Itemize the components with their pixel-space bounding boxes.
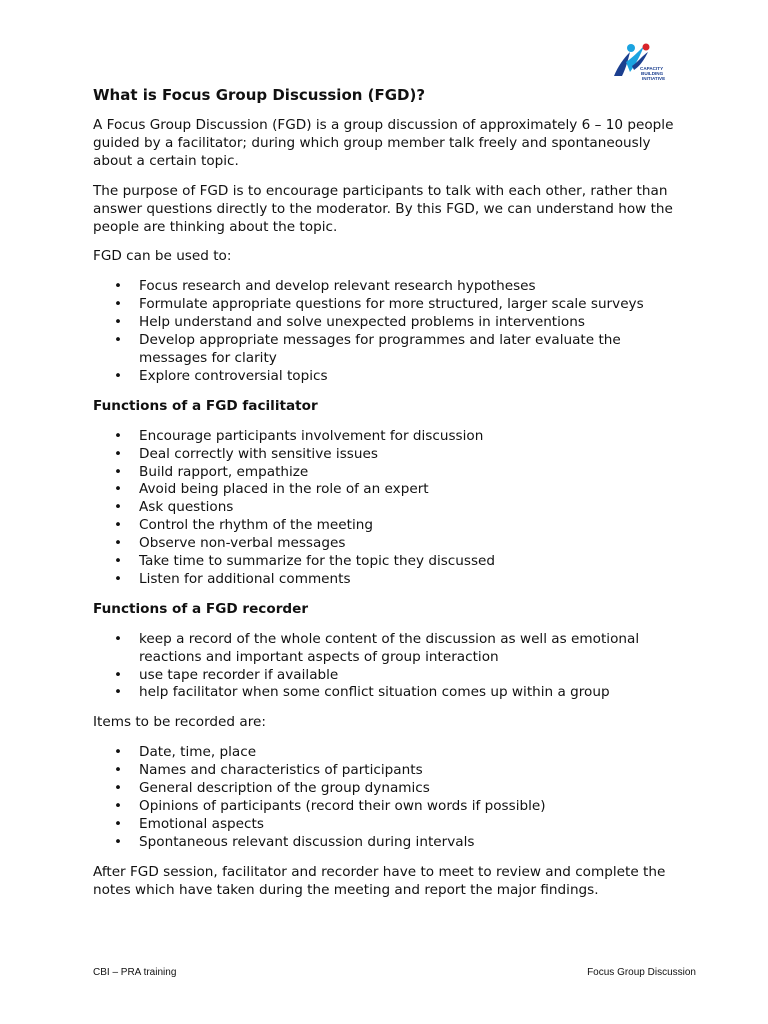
- list-item: [93, 278, 683, 296]
- bullet-icon: •: [114, 553, 123, 570]
- list-item-text: Listen for additional comments: [139, 570, 351, 587]
- list-item: [93, 816, 683, 834]
- bullet-icon: •: [114, 332, 123, 349]
- bullet-icon: •: [114, 815, 123, 832]
- list-item-text: Encourage participants involvement for discussion: [139, 427, 484, 444]
- list-item: [93, 762, 683, 780]
- logo-head-blue: [627, 44, 635, 52]
- list-item-text: Help understand and solve unexpected problems in interventions: [139, 314, 585, 331]
- bullet-icon: •: [114, 780, 123, 797]
- bullet-icon: •: [114, 427, 123, 444]
- uses-list: [93, 278, 683, 385]
- list-item-text: Names and characteristics of participants: [139, 762, 423, 779]
- recorder-heading: Functions of a FGD recorder: [93, 600, 309, 617]
- bullet-icon: •: [114, 762, 123, 779]
- list-item: [93, 684, 683, 702]
- list-item-text: Control the rhythm of the meeting: [139, 517, 373, 534]
- bullet-icon: •: [114, 630, 123, 647]
- intro-paragraph-1: A Focus Group Discussion (FGD) is a group discussion of approximately 6 – 10 people guided by a facilitator; during which group member talk freely and spontaneously about a certain topic.: [93, 117, 674, 169]
- list-item-text: use tape recorder if available: [139, 666, 339, 683]
- uses-intro: FGD can be used to:: [93, 248, 232, 265]
- bullet-icon: •: [114, 517, 123, 534]
- items-list: [93, 744, 683, 851]
- list-item-text: Deal correctly with sensitive issues: [139, 445, 378, 462]
- list-item: [93, 798, 683, 816]
- list-item-text: Avoid being placed in the role of an expert: [139, 481, 429, 498]
- list-item: [93, 464, 683, 482]
- facilitator-functions-list: [93, 428, 683, 589]
- list-item: [93, 499, 683, 517]
- list-item: [93, 631, 683, 667]
- list-item-text: Observe non-verbal messages: [139, 535, 346, 552]
- list-item: [93, 428, 683, 446]
- cbi-logo: [610, 42, 668, 84]
- list-item-text: Focus research and develop relevant research hypotheses: [139, 278, 536, 295]
- bullet-icon: •: [114, 535, 123, 552]
- list-item: [93, 296, 683, 314]
- bullet-icon: •: [114, 296, 123, 313]
- list-item: [93, 517, 683, 535]
- list-item-text: Emotional aspects: [139, 815, 264, 832]
- bullet-icon: •: [114, 463, 123, 480]
- list-item: [93, 314, 683, 332]
- bullet-icon: •: [114, 499, 123, 516]
- list-item-text: Opinions of participants (record their own words if possible): [139, 798, 546, 814]
- logo-text-line-2: BUILDING: [641, 71, 664, 76]
- intro-paragraph-2: The purpose of FGD is to encourage participants to talk with each other, rather than answer questions directly to the moderator. By this FGD, we can understand how the people are thinking about the topic.: [93, 182, 673, 235]
- list-item-text: Spontaneous relevant discussion during intervals: [139, 833, 475, 850]
- bullet-icon: •: [114, 314, 123, 331]
- list-item-text: help facilitator when some conflict situation comes up within a group: [139, 684, 610, 701]
- list-item-text: General description of the group dynamics: [139, 780, 430, 797]
- bullet-icon: •: [114, 666, 123, 683]
- bullet-icon: •: [114, 684, 123, 701]
- list-item: [93, 744, 683, 762]
- list-item: [93, 332, 683, 368]
- bullet-icon: •: [114, 445, 123, 462]
- facilitator-heading: Functions of a FGD facilitator: [93, 397, 318, 414]
- list-item-text: Date, time, place: [139, 744, 257, 761]
- recorder-functions-list: [93, 631, 683, 703]
- list-item-text: Develop appropriate messages for programmes and later evaluate the messages for clarity: [139, 332, 621, 366]
- list-item-text: Formulate appropriate questions for more structured, larger scale surveys: [139, 296, 644, 313]
- list-item: [93, 667, 683, 685]
- bullet-icon: •: [114, 833, 123, 850]
- list-item-text: Explore controversial topics: [139, 367, 328, 384]
- logo-head-red: [643, 44, 650, 51]
- list-item: [93, 780, 683, 798]
- bullet-icon: •: [114, 481, 123, 498]
- list-item: [93, 481, 683, 499]
- list-item-text: keep a record of the whole content of the discussion as well as emotional reactions and important aspects of group interaction: [139, 630, 640, 665]
- bullet-icon: •: [114, 798, 123, 814]
- logo-text-line-3: INITIATIVE: [642, 76, 666, 81]
- items-intro: Items to be recorded are:: [93, 714, 266, 731]
- document-title: What is Focus Group Discussion (FGD)?: [93, 86, 426, 104]
- bullet-icon: •: [114, 367, 123, 384]
- bullet-icon: •: [114, 744, 123, 761]
- bullet-icon: •: [114, 278, 123, 295]
- footer-right: Focus Group Discussion: [587, 967, 696, 978]
- list-item: [93, 535, 683, 553]
- closing-paragraph: After FGD session, facilitator and recorder have to meet to review and complete the notes which have taken during the meeting and report the major findings.: [93, 863, 666, 898]
- bullet-icon: •: [114, 570, 123, 587]
- list-item: [93, 571, 683, 589]
- footer-left: CBI – PRA training: [93, 967, 177, 978]
- list-item-text: Take time to summarize for the topic they discussed: [139, 553, 496, 570]
- list-item: [93, 834, 683, 852]
- list-item: [93, 368, 683, 386]
- list-item-text: Build rapport, empathize: [139, 463, 309, 480]
- list-item: [93, 446, 683, 464]
- document-body: [93, 117, 683, 912]
- logo-text-line-1: CAPACITY: [640, 66, 664, 71]
- list-item-text: Ask questions: [139, 499, 234, 516]
- list-item: [93, 553, 683, 571]
